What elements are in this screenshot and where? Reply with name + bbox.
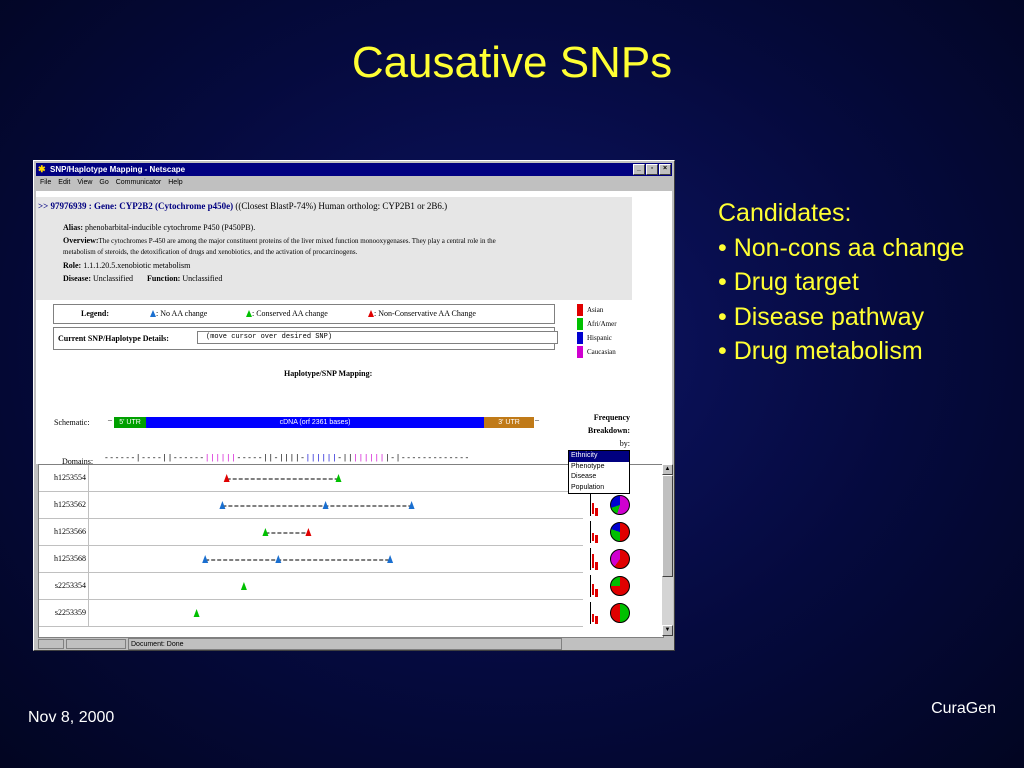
gene-prefix: >> xyxy=(38,201,49,211)
snp-marker-icon[interactable] xyxy=(305,528,311,536)
option-disease[interactable]: Disease xyxy=(571,473,597,480)
snp-marker-icon[interactable] xyxy=(202,555,208,563)
eth-caucasian xyxy=(577,345,617,359)
hispanic-swatch xyxy=(577,332,583,344)
ethnicity-pie xyxy=(610,522,630,542)
overview-text-2: metabolism of steroids, the detoxification of drugs and xenobiotics, and the activation of procarcinogens. xyxy=(63,248,358,256)
statusbar xyxy=(36,638,672,649)
snp-id: h1253554 xyxy=(39,465,89,491)
ethnicity-pie xyxy=(610,495,630,515)
overview-label: Overview: xyxy=(63,236,99,245)
frequency-bars xyxy=(590,548,602,570)
option-population[interactable]: Population xyxy=(571,483,605,491)
overview-text-1: The cytochromes P-450 are among the major constituent proteins of the liver mixed function monooxygenases. They play a central role in the xyxy=(98,237,496,245)
eth-afri-amer xyxy=(577,317,617,331)
bullet-heading: Candidates: xyxy=(718,199,852,227)
role-value: 1.1.1.20.5.xenobiotic metabolism xyxy=(83,261,191,270)
minimize-icon[interactable]: _ xyxy=(633,164,645,175)
progress-bar xyxy=(66,639,126,649)
right-margin xyxy=(632,191,672,464)
domains-track: ------|----||------||||||-----||-||||-||||||-|||||||||-|------------- xyxy=(104,454,470,463)
frequency-label-2: Breakdown: xyxy=(587,426,630,435)
legend-box xyxy=(53,304,555,324)
frequency-bars xyxy=(590,575,602,597)
alias-value: phenobarbital-inducible cytochrome P450 (P450PB). xyxy=(85,223,256,232)
role-row xyxy=(63,261,190,270)
ethnicity-pie xyxy=(610,603,630,623)
eth-asian xyxy=(577,303,617,317)
vertical-scrollbar[interactable] xyxy=(662,464,673,636)
table-row[interactable] xyxy=(39,465,583,492)
window-titlebar[interactable] xyxy=(36,163,672,176)
legend-conserved-text: : Conserved AA change xyxy=(252,309,328,318)
snp-marker-icon[interactable] xyxy=(194,609,200,617)
table-row[interactable] xyxy=(39,492,583,519)
page-content xyxy=(36,191,632,464)
alias-label: Alias: xyxy=(63,223,83,232)
menu-file[interactable]: File xyxy=(40,179,52,186)
eth-hispanic xyxy=(577,331,617,345)
netscape-window xyxy=(33,160,675,651)
snp-marker-icon[interactable] xyxy=(224,474,230,482)
legend-no-change xyxy=(150,305,207,323)
legend-label: Legend: xyxy=(81,309,109,318)
snp-marker-icon[interactable] xyxy=(219,501,225,509)
gene-ortholog: ((Closest BlastP-74%) Human ortholog: CYP2B1 or 2B6.) xyxy=(235,201,448,211)
menu-edit[interactable]: Edit xyxy=(58,179,71,186)
snp-marker-icon[interactable] xyxy=(241,582,247,590)
bullet-item: • Drug metabolism xyxy=(718,337,923,365)
snp-marker-icon[interactable] xyxy=(323,501,329,509)
candidates-list xyxy=(718,196,964,369)
scroll-down-icon[interactable]: ▼ xyxy=(662,625,673,636)
maximize-icon[interactable]: ▫ xyxy=(646,164,658,175)
gene-panel xyxy=(36,197,632,300)
legend-nonconservative-text: : Non-Conservative AA Change xyxy=(374,309,476,318)
afri-amer-label: Afri/Amer xyxy=(587,320,617,328)
bullet-item: • Drug target xyxy=(718,268,859,296)
scroll-up-icon[interactable]: ▲ xyxy=(662,464,673,475)
footer-brand: CuraGen xyxy=(931,700,996,717)
current-details-field[interactable]: (move cursor over desired SNP) xyxy=(197,331,558,344)
current-details-box xyxy=(53,327,555,350)
option-ethnicity[interactable]: Ethnicity xyxy=(569,451,629,462)
haplotype-track[interactable] xyxy=(95,525,585,539)
haplotype-track[interactable] xyxy=(95,606,585,620)
frequency-label-1: Frequency xyxy=(593,413,630,422)
caucasian-label: Caucasian xyxy=(587,348,616,356)
disease-row xyxy=(63,274,222,283)
snp-marker-icon[interactable] xyxy=(387,555,393,563)
snp-marker-icon[interactable] xyxy=(336,474,342,482)
legend-conserved xyxy=(246,305,328,323)
function-value: Unclassified xyxy=(182,274,223,283)
function-label: Function: xyxy=(147,274,181,283)
option-phenotype[interactable]: Phenotype xyxy=(571,462,605,470)
frequency-bars xyxy=(590,521,602,543)
menu-go[interactable]: Go xyxy=(99,179,109,186)
table-row[interactable] xyxy=(39,546,583,573)
disease-label: Disease: xyxy=(63,274,91,283)
table-row[interactable] xyxy=(39,573,583,600)
gene-schematic[interactable] xyxy=(108,415,540,428)
current-details-label: Current SNP/Haplotype Details: xyxy=(58,334,169,343)
bullet-item: • Disease pathway xyxy=(718,302,925,331)
hispanic-label: Hispanic xyxy=(587,334,612,342)
utr3-segment: 3' UTR xyxy=(484,417,534,428)
haplotype-track[interactable] xyxy=(95,552,585,566)
schematic-dash: – xyxy=(108,415,112,424)
schematic-label: Schematic: xyxy=(54,418,90,427)
gene-header xyxy=(38,201,447,211)
gene-id-link[interactable]: 97976939 : Gene: CYP2B2 (Cytochrome p450e) xyxy=(50,201,234,211)
alias-row xyxy=(63,223,255,232)
haplotype-track[interactable] xyxy=(95,498,585,512)
asian-label: Asian xyxy=(587,306,604,314)
cdna-segment: cDNA (orf 2361 bases) xyxy=(146,417,484,428)
legend-no-change-text: : No AA change xyxy=(156,309,208,318)
breakdown-dropdown xyxy=(568,450,630,494)
frequency-by: by: xyxy=(619,439,630,448)
haplotype-track[interactable] xyxy=(95,579,585,593)
frequency-heading xyxy=(552,411,630,450)
schematic-dash: – xyxy=(535,415,539,424)
window-controls xyxy=(633,164,671,175)
close-icon[interactable]: × xyxy=(659,164,671,175)
slide-title: Causative SNPs xyxy=(351,38,673,87)
snp-marker-icon[interactable] xyxy=(275,555,281,563)
table-row[interactable] xyxy=(39,519,583,546)
role-label: Role: xyxy=(63,261,82,270)
ethnicity-pie xyxy=(610,576,630,596)
snp-id: h1253562 xyxy=(39,492,89,518)
disease-value: Unclassified xyxy=(93,274,133,283)
ethnicity-pie xyxy=(610,549,630,569)
bullet-item: • Non-cons aa change xyxy=(718,233,965,262)
snp-id: s2253359 xyxy=(39,600,89,626)
netscape-icon: ✱ xyxy=(38,164,46,174)
security-icon[interactable] xyxy=(38,639,64,649)
footer-date: Nov 8, 2000 xyxy=(28,709,115,726)
frequency-bars xyxy=(590,494,602,516)
status-text: Document: Done xyxy=(128,638,562,650)
caucasian-swatch xyxy=(577,346,583,358)
overview-row xyxy=(63,236,623,245)
snp-marker-icon[interactable] xyxy=(262,528,268,536)
scroll-thumb[interactable] xyxy=(662,475,673,577)
menu-help[interactable]: Help xyxy=(168,179,183,186)
menubar xyxy=(36,177,672,189)
snp-id: h1253568 xyxy=(39,546,89,572)
snp-marker-icon[interactable] xyxy=(409,501,415,509)
haplotype-track[interactable] xyxy=(95,471,585,485)
asian-swatch xyxy=(577,304,583,316)
legend-nonconservative xyxy=(368,305,476,323)
afri-amer-swatch xyxy=(577,318,583,330)
window-title: SNP/Haplotype Mapping - Netscape xyxy=(50,165,186,174)
domains-label: Domains: xyxy=(62,457,94,464)
menu-view[interactable]: View xyxy=(77,179,93,186)
table-row[interactable] xyxy=(39,600,583,627)
ethnicity-legend xyxy=(577,303,617,359)
utr5-segment: 5' UTR xyxy=(114,417,146,428)
frequency-bars xyxy=(590,602,602,624)
mapping-title: Haplotype/SNP Mapping: xyxy=(284,369,373,378)
snp-id: s2253354 xyxy=(39,573,89,599)
snp-id: h1253566 xyxy=(39,519,89,545)
menu-communicator[interactable]: Communicator xyxy=(115,179,162,186)
